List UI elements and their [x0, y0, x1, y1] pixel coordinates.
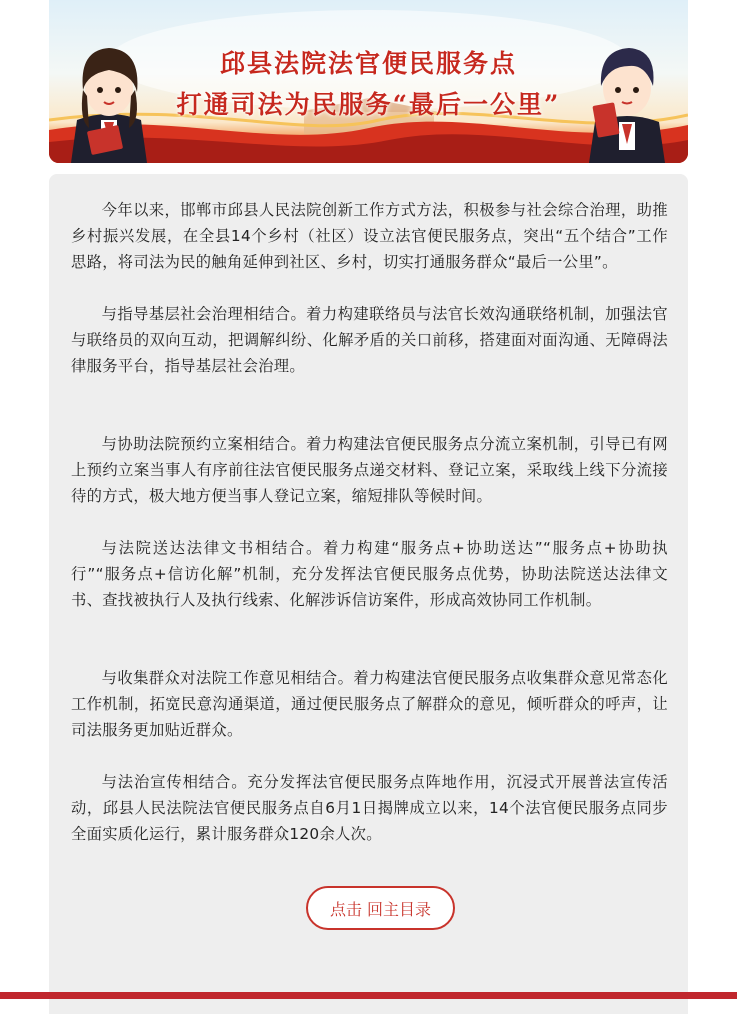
article-card — [49, 174, 688, 1014]
article-paragraph-legal-publicity: 与法治宣传相结合。充分发挥法官便民服务点阵地作用，沉浸式开展普法宣传活动，邱县人民法院法官便民服务点自6月1日揭牌成立以来，14个法官便民服务点同步全面实质化运行，累计服务群众120余人次。 — [71, 773, 668, 843]
banner-title-line2: 打通司法为民服务“最后一公里” — [176, 90, 561, 119]
article-paragraph-case-filing: 与协助法院预约立案相结合。着力构建法官便民服务点分流立案机制，引导已有网上预约立案当事人有序前往法官便民服务点递交材料、登记立案，采取线上线下分流接待的方式，极大地方便当事人登记立案，缩短排队等候时间。 — [71, 435, 668, 505]
back-to-main-menu-button[interactable]: 点击 回主目录 — [306, 886, 455, 930]
banner-illustration — [49, 0, 688, 163]
banner-title-line1: 邱县法院法官便民服务点 — [219, 49, 517, 78]
article-paragraph-public-opinion: 与收集群众对法院工作意见相结合。着力构建法官便民服务点收集群众意见常态化工作机制，拓宽民意沟通渠道，通过便民服务点了解群众的意见，倾听群众的呼声，让司法服务更加贴近群众。 — [71, 669, 668, 739]
bottom-bar — [0, 992, 737, 999]
header-banner — [49, 0, 688, 163]
article-paragraph-governance: 与指导基层社会治理相结合。着力构建联络员与法官长效沟通联络机制，加强法官与联络员的双向互动，把调解纠纷、化解矛盾的关口前移，搭建面对面沟通、无障碍法律服务平台，指导基层社会治理。 — [71, 305, 668, 375]
article-paragraph-intro: 今年以来，邯郸市邱县人民法院创新工作方式方法，积极参与社会综合治理，助推乡村振兴发展，在全县14个乡村（社区）设立法官便民服务点，突出“五个结合”工作思路，将司法为民的触角延伸到社区、乡村，切实打通服务群众“最后一公里”。 — [71, 201, 668, 271]
article-paragraph-document-service: 与法院送达法律文书相结合。着力构建“服务点+协助送达”“服务点+协助执行”“服务点+信访化解”机制，充分发挥法官便民服务点优势，协助法院送达法律文书、查找被执行人及执行线索、化解涉诉信访案件，形成高效协同工作机制。 — [71, 539, 668, 609]
